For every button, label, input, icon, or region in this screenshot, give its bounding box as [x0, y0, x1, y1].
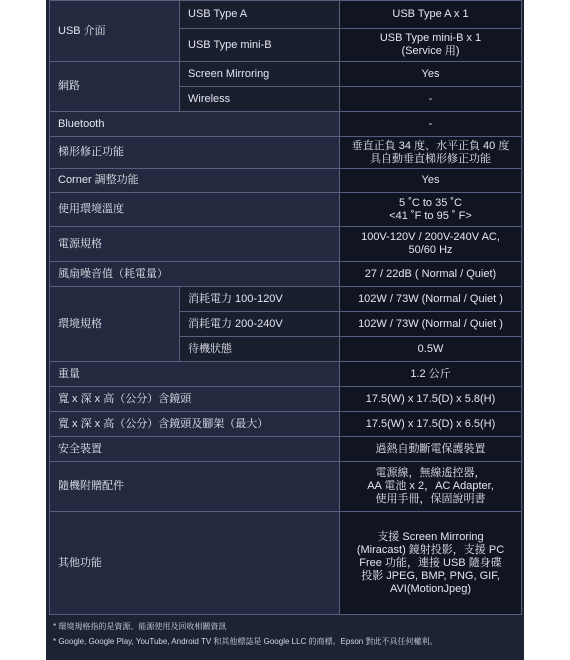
spec-value-usb-mini: USB Type mini-B x 1 (Service 用) [340, 29, 522, 62]
spec-label-temperature: 使用環境溫度 [50, 193, 340, 227]
table-row [50, 512, 522, 615]
spec-label-safety: 安全裝置 [50, 437, 340, 462]
table-row [50, 412, 522, 437]
table-row [50, 112, 522, 137]
spec-label-power: 電源規格 [50, 227, 340, 262]
spec-value-weight: 1.2 公斤 [340, 362, 522, 387]
spec-value-fan-noise: 27 / 22dB ( Normal / Quiet) [340, 262, 522, 287]
spec-value-usb-a: USB Type A x 1 [340, 1, 522, 29]
spec-value-corner: Yes [340, 169, 522, 193]
spec-label-dimensions: 寬 x 深 x 高（公分）含鏡頭 [50, 387, 340, 412]
spec-sub-standby: 待機狀態 [180, 337, 340, 362]
spec-panel [46, 0, 524, 660]
spec-label-corner: Corner 調整功能 [50, 169, 340, 193]
table-row [50, 169, 522, 193]
spec-value-screen-mirroring: Yes [340, 62, 522, 87]
spec-label-other-features: 其他功能 [50, 512, 340, 615]
spec-sub-power-200: 消耗電力 200-240V [180, 312, 340, 337]
spec-value-power-200: 102W / 73W (Normal / Quiet ) [340, 312, 522, 337]
spec-value-accessories: 電源線，無線遙控器， AA 電池 x 2，AC Adapter, 使用手冊，保固說明書 [340, 462, 522, 512]
footnotes [53, 619, 523, 649]
spec-value-wireless: - [340, 87, 522, 112]
spec-label-dimensions-max: 寬 x 深 x 高（公分）含鏡頭及腳架（最大） [50, 412, 340, 437]
spec-value-dimensions-max: 17.5(W) x 17.5(D) x 6.5(H) [340, 412, 522, 437]
table-row [50, 287, 522, 312]
table-row [50, 1, 522, 29]
spec-value-dimensions: 17.5(W) x 17.5(D) x 5.8(H) [340, 387, 522, 412]
spec-value-other-features: 支援 Screen Mirroring (Miracast) 鏡射投影，支援 PC Free 功能，連接 USB 隨身碟 投影 JPEG, BMP, PNG, GIF, AVI(MotionJpeg) [340, 512, 522, 615]
spec-label-usb: USB 介面 [50, 1, 180, 62]
spec-label-bluetooth: Bluetooth [50, 112, 340, 137]
spec-sub-screen-mirroring: Screen Mirroring [180, 62, 340, 87]
spec-value-standby: 0.5W [340, 337, 522, 362]
table-row [50, 387, 522, 412]
spec-label-accessories: 隨機附贈配件 [50, 462, 340, 512]
table-row [50, 262, 522, 287]
table-row [50, 437, 522, 462]
spec-label-fan-noise: 風扇噪音值（耗電量） [50, 262, 340, 287]
footnote-trademark: * Google, Google Play, YouTube, Android TV 和其他標誌是 Google LLC 的商標。Epson 對此不具任何權利。 [53, 637, 438, 646]
table-row [50, 137, 522, 169]
spec-label-keystone: 梯形修正功能 [50, 137, 340, 169]
table-row [50, 62, 522, 87]
spec-value-safety: 過熱自動斷電保護裝置 [340, 437, 522, 462]
spec-value-keystone: 垂直正負 34 度、水平正負 40 度 具自動垂直梯形修正功能 [340, 137, 522, 169]
spec-sub-wireless: Wireless [180, 87, 340, 112]
table-row [50, 193, 522, 227]
spec-value-power-100: 102W / 73W (Normal / Quiet ) [340, 287, 522, 312]
spec-value-temperature: 5 ˚C to 35 ˚C <41 ˚F to 95 ˚ F> [340, 193, 522, 227]
spec-value-power: 100V-120V / 200V-240V AC, 50/60 Hz [340, 227, 522, 262]
table-row [50, 462, 522, 512]
footnote-environment: * 環境規格指的是資源、能源使用及回收相關資訊 [53, 622, 227, 631]
spec-sub-power-100: 消耗電力 100-120V [180, 287, 340, 312]
spec-label-weight: 重量 [50, 362, 340, 387]
spec-sub-usb-a: USB Type A [180, 1, 340, 29]
table-row [50, 227, 522, 262]
spec-value-bluetooth: - [340, 112, 522, 137]
spec-label-environment: 環境規格 [50, 287, 180, 362]
spec-sub-usb-mini: USB Type mini-B [180, 29, 340, 62]
spec-table [49, 0, 522, 615]
spec-label-network: 網路 [50, 62, 180, 112]
table-row [50, 362, 522, 387]
